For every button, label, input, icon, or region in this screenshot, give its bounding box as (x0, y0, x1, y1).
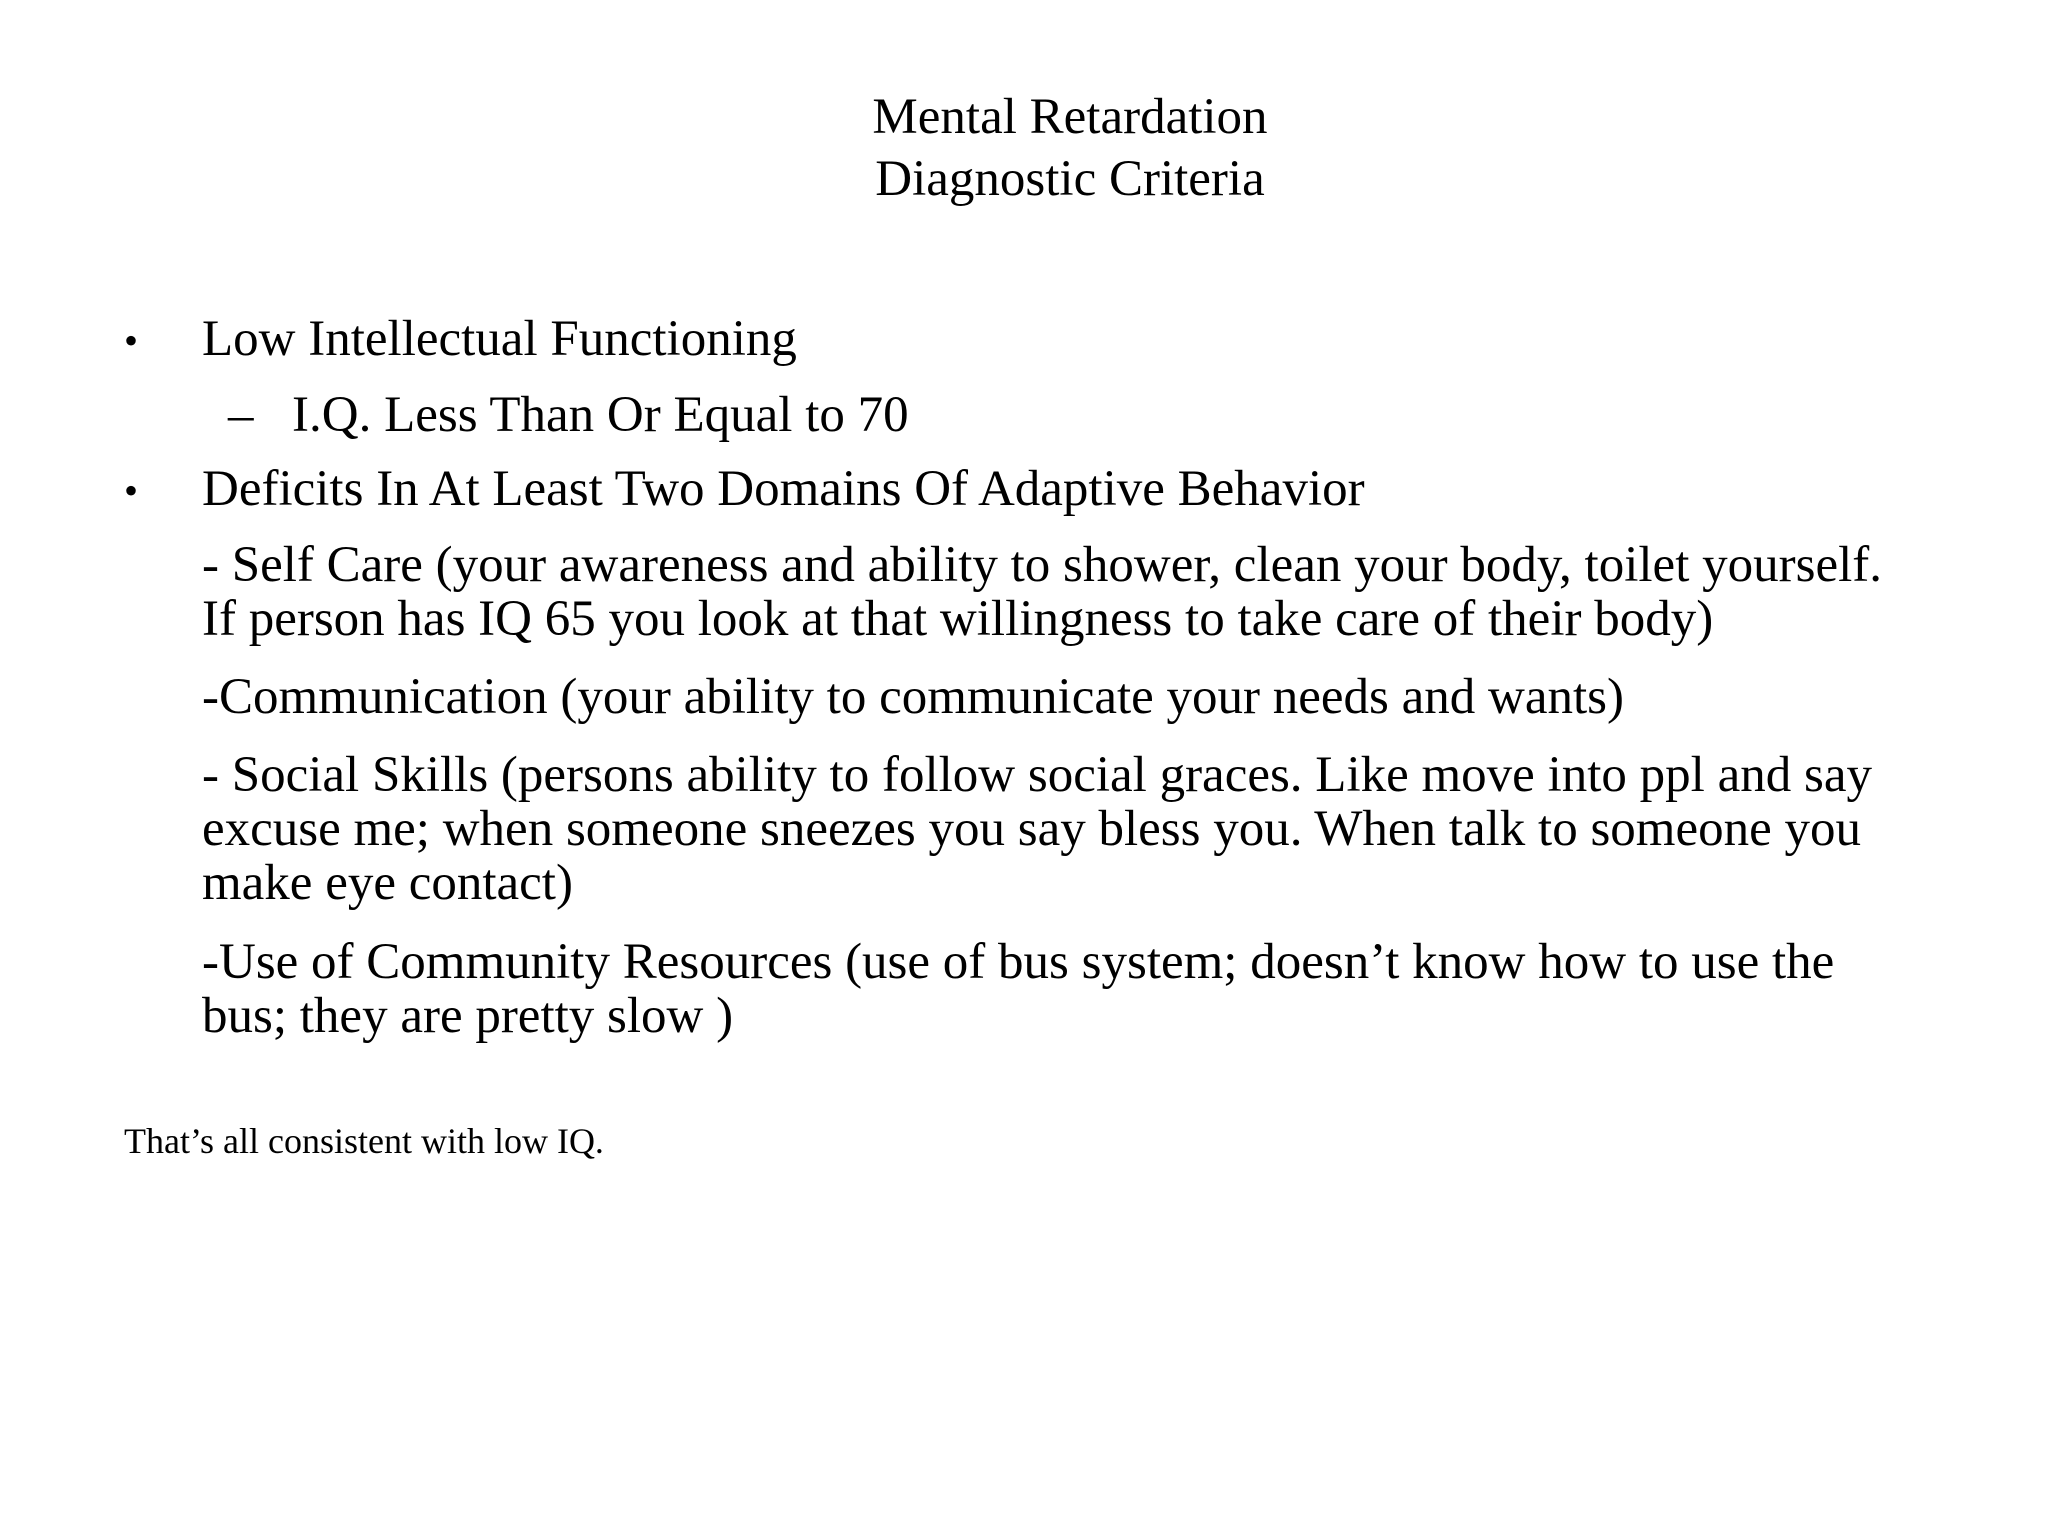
domain-line: -Use of Community Resources (use of bus system; doesn’t know how to use the (202, 934, 1835, 990)
domain-line: excuse me; when someone sneezes you say bless you. When talk to someone you (202, 801, 1861, 857)
domain-line: make eye contact) (202, 855, 573, 911)
domain-community-resources (202, 935, 2002, 1043)
domain-line: bus; they are pretty slow ) (202, 988, 734, 1044)
bullet-text: Low Intellectual Functioning (202, 311, 797, 367)
slide-title: Mental Retardation (872, 89, 1268, 145)
bullet-marker: • (124, 318, 139, 363)
domain-line: - Social Skills (persons ability to follow social graces. Like move into ppl and say (202, 747, 1872, 803)
bullet-marker: • (124, 468, 139, 513)
bullet-text: Deficits In At Least Two Domains Of Adaptive Behavior (202, 461, 1365, 517)
domain-line: If person has IQ 65 you look at that willingness to take care of their body) (202, 591, 1714, 647)
domain-line: - Self Care (your awareness and ability to shower, clean your body, toilet yourself. (202, 537, 1882, 593)
sub-bullet-text: I.Q. Less Than Or Equal to 70 (292, 387, 909, 443)
domain-social-skills (202, 748, 2002, 910)
domain-communication (202, 670, 2002, 724)
domain-self-care (202, 538, 2002, 646)
domain-line: -Communication (your ability to communicate your needs and wants) (202, 669, 1624, 725)
slide-subtitle: Diagnostic Criteria (875, 151, 1265, 207)
dash-marker: – (228, 387, 254, 443)
footer-note: That’s all consistent with low IQ. (124, 1121, 604, 1161)
